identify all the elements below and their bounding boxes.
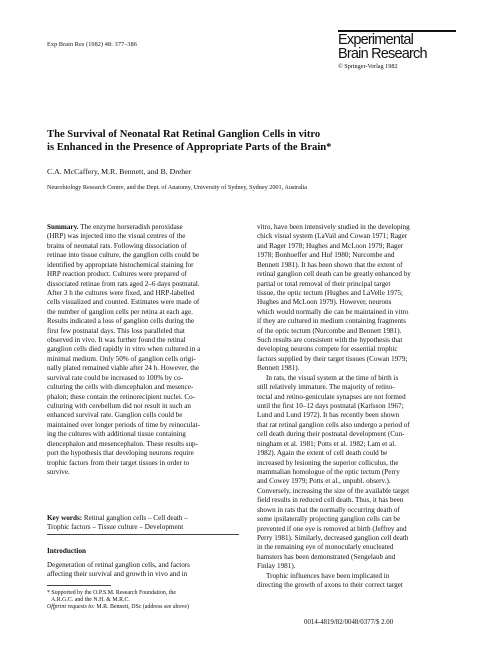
keywords-label: Key words: (47, 514, 83, 522)
summary-line: retinae into tissue culture, the ganglion cells could be (47, 251, 200, 260)
introduction-heading: Introduction (47, 547, 87, 555)
summary-line: dissociated retinae from rats aged 2–6 days postnatal. (47, 279, 200, 288)
keywords-line-2: Trophic factors – Tissue culture – Development (47, 523, 184, 532)
body-line: tissue, the optic tectum (Hughes and LaVelle 1975; (257, 288, 403, 297)
title-line-1: The Survival of Neonatal Rat Retinal Ganglion Cells in vitro (47, 129, 321, 140)
body-line: In rats, the visual system at the time of birth is (266, 373, 399, 382)
journal-citation: Exp Brain Res (1982) 48: 377–386 (47, 41, 137, 48)
summary-line: diencephalon and mesencephalon. These results sup- (47, 439, 198, 448)
body-line: Conversely, increasing the size of the available target (257, 486, 410, 495)
body-line: Lund and Lund 1972). It has recently been shown (257, 411, 400, 420)
summary-line: phalon; these contain the retinorecipient nuclei. Co- (47, 392, 196, 401)
body-line: developing neurons compete for essential trophic (257, 345, 398, 354)
body-line: shown in rats that the normally occurring death of (257, 505, 400, 514)
issn-code: 0014-4819/82/0048/0377/$ 2.00 (304, 619, 394, 626)
journal-logo (338, 30, 456, 70)
summary-line: the number of ganglion cells per retina at each age. (47, 307, 193, 316)
body-line: which would normally die can be maintained in vitro (257, 307, 409, 316)
affiliation: Neurobiology Research Centre, and the Dept. of Anatomy, University of Sydney, Sydney 2001, Australia (47, 184, 308, 191)
paper-title (47, 128, 447, 154)
summary-line: minimal medium. Only 50% of ganglion cells origi- (47, 354, 196, 363)
body-line: until the first 10–12 days postnatal (Karlsson 1967; (257, 402, 404, 411)
summary-line: cells visualized and counted. Estimates were made of (47, 298, 200, 307)
summary-line: culturing the cells with diencephalon and mesence- (47, 383, 194, 392)
journal-name-line-1: Experimental (338, 32, 414, 48)
body-line: tectal and retino-geniculate synapses are not formed (257, 392, 406, 401)
body-line: Hughes and McLoon 1979). However, neurons (257, 298, 392, 307)
footnote-line-2: A.R.G.C. and the N.H. & M.R.C. (51, 597, 130, 604)
summary-line: Summary. The enzyme horseradish peroxidase (47, 223, 183, 231)
body-line: chick visual system (LaVail and Cowan 1971; Rager (257, 232, 408, 241)
offprint-label: Offprint requests to: (47, 604, 95, 611)
body-line: mammalian homologue of the optic tectum (Perry (257, 467, 400, 476)
summary-line: survival rate could be increased to 100% by co- (47, 373, 184, 382)
introduction-line: Degeneration of retinal ganglion cells, and factors (47, 561, 190, 569)
body-line: factors supplied by their target tissues (Cowan 1979; (257, 354, 408, 363)
body-line: in the remaining eye of monocularly enucleated (257, 543, 394, 552)
keywords (47, 514, 239, 533)
body-line: some ipsilaterally projecting ganglion cells can be (257, 515, 401, 524)
paragraph-3 (257, 572, 449, 591)
summary-line: trophic factors from their target tissues in order to (47, 458, 190, 467)
body-line: Perry 1981). Similarly, decreased ganglion cell death (257, 533, 409, 542)
summary-line: (HRP) was injected into the visual centres of the (47, 232, 186, 241)
body-line: Bennett 1981). It has been shown that the extent of (257, 260, 403, 269)
summary-line: enhanced survival rate. Ganglion cells could be (47, 411, 183, 420)
summary-line: ganglion cells died rapidly in vitro when cultured in a (47, 345, 201, 354)
journal-name-line-2: Brain Research (338, 46, 427, 62)
body-line: that rat retinal ganglion cells also undergo a period of (257, 420, 410, 429)
introduction-line: affecting their survival and growth in vivo and in (47, 570, 188, 579)
offprint-request (47, 604, 239, 611)
summary-line: ing the cultures with additional tissue containing (47, 430, 186, 439)
summary-line: maintained over longer periods of time by reinoculat- (47, 420, 200, 429)
summary-line: observed in vivo. It was further found the retinal (47, 336, 186, 345)
body-line: Trophic influences have been implicated in (266, 571, 390, 580)
keywords-line-1: Retinal ganglion cells – Cell death – (82, 514, 188, 522)
body-line: if they are cultured in medium containing fragments (257, 317, 406, 326)
body-line: prevented if one eye is removed at birth (Jeffrey and (257, 524, 407, 533)
body-line: 1978; Bonhoeffer and Huf 1980; Nurcombe and (257, 251, 395, 260)
summary (47, 223, 239, 477)
right-column (257, 223, 449, 590)
authors: C.A. McCaffery, M.R. Bennett, and B. Dreher (47, 167, 192, 176)
body-line: directing the growth of axons to their correct target (257, 581, 403, 590)
summary-line: survive. (47, 467, 70, 476)
body-line: Bennett 1981). (257, 364, 300, 373)
offprint-text: M.R. Bennett, DSc (address see above) (94, 604, 189, 611)
introduction-text (47, 561, 239, 580)
body-line: vitro, have been intensively studied in the developing (257, 223, 410, 231)
body-line: of the optic tectum (Nurcombe and Bennett 1981). (257, 326, 402, 335)
body-line: ningham et al. 1981; Potts et al. 1982; Lam et al. (257, 439, 397, 448)
body-line: cell death during their postnatal development (Cun- (257, 430, 405, 439)
footnote-divider (47, 585, 111, 586)
body-line: and Rager 1978; Hughes and McLoon 1979; Rager (257, 241, 404, 250)
paragraph-2 (257, 374, 449, 572)
body-line: still relatively immature. The majority of retino- (257, 383, 395, 392)
summary-line: identified by appropriate histochemical staining for (47, 260, 194, 269)
summary-line: port the hypothesis that developing neurons require (47, 449, 194, 458)
copyright: © Springer-Verlag 1982 (338, 63, 398, 70)
body-line: Finlay 1981). (257, 562, 296, 571)
summary-label: Summary. (47, 223, 79, 231)
title-line-2: is Enhanced in the Presence of Appropriate Parts of the Brain* (47, 142, 332, 153)
summary-line: After 3 h the cultures were fixed, and HRP-labelled (47, 288, 195, 297)
paragraph-1 (257, 223, 449, 374)
footnote-line-1: * Supported by the O.P.S.M. Research Foundation, the (47, 590, 176, 596)
body-line: and Cowey 1979; Potts et al., unpubl. observ.). (257, 477, 391, 486)
body-line: retinal ganglion cell death can be greatly enhanced by (257, 270, 411, 279)
summary-line: first few postnatal days. This loss paralleled that (47, 326, 185, 335)
body-line: partial or total removal of their principal target (257, 279, 391, 288)
section-divider (47, 534, 239, 535)
summary-line: brains of neonatal rats. Following dissociation of (47, 241, 187, 250)
body-line: 1982). Again the extent of cell death could be (257, 449, 388, 458)
body-line: Such results are consistent with the hypothesis that (257, 336, 403, 345)
body-line: hamsters has been demonstrated (Sengelaub and (257, 552, 396, 561)
summary-line: Results indicated a loss of ganglion cells during the (47, 317, 195, 326)
summary-line: HRP reaction product. Cultures were prepared of (47, 270, 187, 279)
body-line: increased by lesioning the superior colliculus, the (257, 458, 399, 467)
summary-line: culturing with cerebellum did not result in such an (47, 402, 191, 411)
body-line: field results in reduced cell death. Thus, it has been (257, 496, 404, 505)
footnote (47, 590, 239, 611)
summary-line: nally plated remained viable after 24 h. However, the (47, 364, 199, 373)
